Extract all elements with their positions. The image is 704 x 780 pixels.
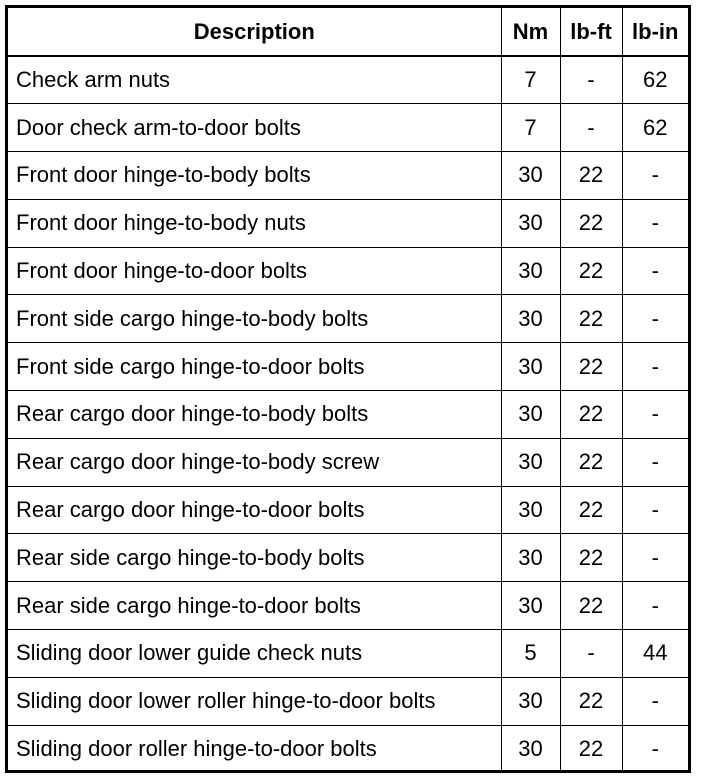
cell-lbin: 44 (622, 630, 688, 678)
cell-nm: 30 (501, 247, 560, 295)
cell-description: Door check arm-to-door bolts (8, 104, 501, 152)
cell-nm: 30 (501, 391, 560, 439)
cell-lbft: 22 (560, 391, 622, 439)
cell-description: Rear side cargo hinge-to-body bolts (8, 534, 501, 582)
cell-lbft: 22 (560, 247, 622, 295)
table-row (8, 343, 688, 391)
cell-lbin: - (622, 247, 688, 295)
torque-spec-table (8, 8, 688, 773)
cell-description: Sliding door lower guide check nuts (8, 630, 501, 678)
cell-lbin: - (622, 582, 688, 630)
cell-lbft: 22 (560, 534, 622, 582)
cell-nm: 30 (501, 582, 560, 630)
cell-lbft: 22 (560, 582, 622, 630)
cell-nm: 30 (501, 152, 560, 200)
cell-nm: 30 (501, 199, 560, 247)
table-row (8, 582, 688, 630)
table-row (8, 630, 688, 678)
cell-lbin: - (622, 295, 688, 343)
cell-lbft: 22 (560, 486, 622, 534)
cell-lbin: - (622, 152, 688, 200)
cell-description: Front door hinge-to-body nuts (8, 199, 501, 247)
table-row (8, 152, 688, 200)
header-description: Description (8, 8, 501, 56)
cell-lbin: - (622, 725, 688, 773)
cell-nm: 30 (501, 438, 560, 486)
torque-spec-table-container (5, 5, 691, 773)
table-header-row (8, 8, 688, 56)
cell-description: Check arm nuts (8, 56, 501, 104)
cell-lbft: 22 (560, 677, 622, 725)
cell-description: Front side cargo hinge-to-door bolts (8, 343, 501, 391)
cell-lbin: - (622, 534, 688, 582)
cell-nm: 5 (501, 630, 560, 678)
cell-lbin: - (622, 677, 688, 725)
cell-description: Rear side cargo hinge-to-door bolts (8, 582, 501, 630)
table-row (8, 199, 688, 247)
cell-description: Rear cargo door hinge-to-body screw (8, 438, 501, 486)
header-lbft: lb-ft (560, 8, 622, 56)
cell-lbft: 22 (560, 152, 622, 200)
cell-lbin: - (622, 391, 688, 439)
table-row (8, 391, 688, 439)
table-row (8, 725, 688, 773)
cell-description: Sliding door lower roller hinge-to-door bolts (8, 677, 501, 725)
cell-description: Front door hinge-to-body bolts (8, 152, 501, 200)
table-row (8, 295, 688, 343)
table-row (8, 677, 688, 725)
table-row (8, 104, 688, 152)
cell-nm: 30 (501, 677, 560, 725)
table-body (8, 56, 688, 773)
cell-description: Rear cargo door hinge-to-door bolts (8, 486, 501, 534)
header-lbin: lb-in (622, 8, 688, 56)
table-row (8, 534, 688, 582)
cell-lbft: 22 (560, 725, 622, 773)
cell-lbft: 22 (560, 343, 622, 391)
cell-lbin: - (622, 199, 688, 247)
cell-description: Sliding door roller hinge-to-door bolts (8, 725, 501, 773)
cell-description: Front side cargo hinge-to-body bolts (8, 295, 501, 343)
cell-nm: 30 (501, 534, 560, 582)
cell-lbin: 62 (622, 104, 688, 152)
cell-lbft: - (560, 104, 622, 152)
cell-nm: 30 (501, 725, 560, 773)
table-row (8, 247, 688, 295)
cell-lbin: 62 (622, 56, 688, 104)
table-row (8, 56, 688, 104)
cell-lbft: - (560, 630, 622, 678)
cell-lbin: - (622, 343, 688, 391)
cell-lbin: - (622, 438, 688, 486)
cell-nm: 30 (501, 343, 560, 391)
cell-nm: 30 (501, 486, 560, 534)
cell-lbft: - (560, 56, 622, 104)
cell-nm: 7 (501, 104, 560, 152)
table-row (8, 486, 688, 534)
cell-lbft: 22 (560, 199, 622, 247)
header-nm: Nm (501, 8, 560, 56)
cell-lbft: 22 (560, 295, 622, 343)
cell-lbin: - (622, 486, 688, 534)
cell-nm: 30 (501, 295, 560, 343)
table-row (8, 438, 688, 486)
cell-nm: 7 (501, 56, 560, 104)
cell-description: Front door hinge-to-door bolts (8, 247, 501, 295)
cell-lbft: 22 (560, 438, 622, 486)
cell-description: Rear cargo door hinge-to-body bolts (8, 391, 501, 439)
